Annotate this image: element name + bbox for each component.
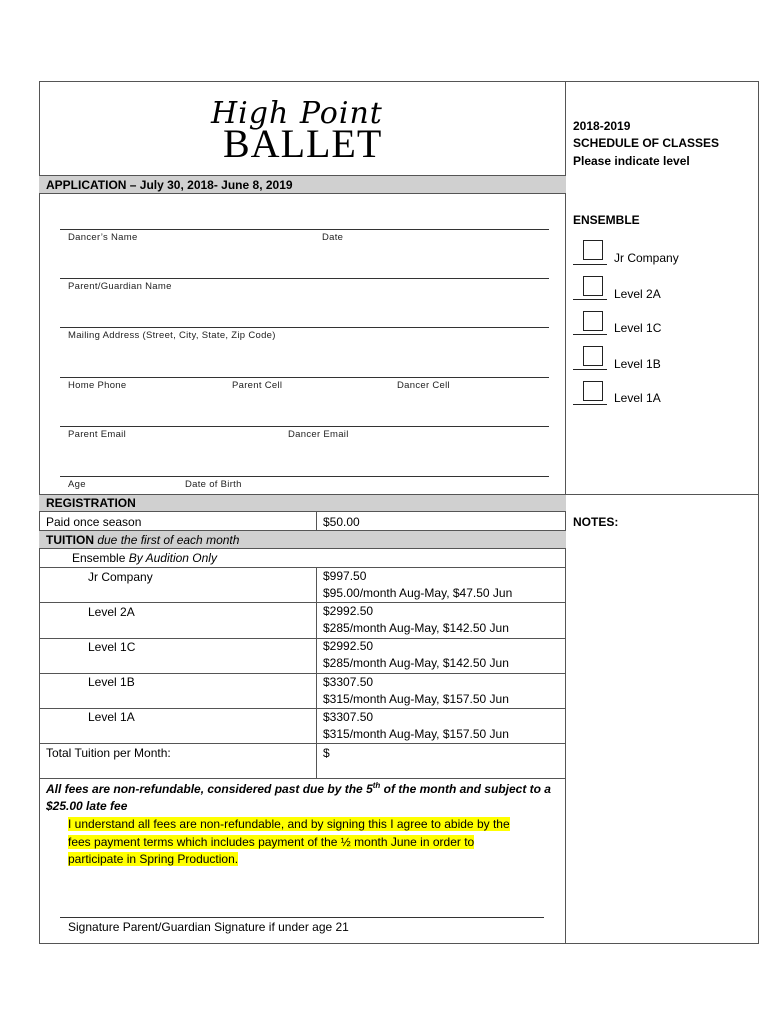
tuition-level-1a: Level 1A — [88, 710, 135, 724]
tuition-price-1c: $2992.50 — [323, 639, 374, 653]
logo-script-text: High Point — [211, 96, 383, 131]
agreement-line1: I understand all fees are non-refundable, and by signing this I agree to abide by the — [68, 817, 510, 831]
registration-header: REGISTRATION — [46, 496, 136, 510]
column-divider — [565, 81, 566, 944]
dancer-email-label: Dancer Email — [288, 429, 349, 440]
email-line[interactable] — [60, 426, 549, 427]
dancer-cell-label: Dancer Cell — [397, 380, 450, 391]
schedule-title: SCHEDULE OF CLASSES — [573, 136, 720, 150]
checkbox-level-1a[interactable] — [583, 381, 603, 401]
tuition-price-1a: $3307.50 — [323, 710, 374, 724]
tuition-price-jr-company: $997.50 — [323, 569, 367, 583]
tuition-monthly-1b: $315/month Aug-May, $157.50 Jun — [323, 692, 509, 706]
notes-divider — [565, 494, 759, 495]
ensemble-heading: ENSEMBLE — [573, 213, 640, 227]
tuition-row-divider — [39, 638, 566, 639]
checkbox-underline — [573, 404, 607, 405]
tuition-header-italic: due the first of each month — [94, 533, 240, 547]
tuition-monthly-1a: $315/month Aug-May, $157.50 Jun — [323, 727, 509, 741]
parent-email-label: Parent Email — [68, 429, 126, 440]
total-row-bottom — [39, 778, 566, 779]
fees-policy-line2: $25.00 late fee — [46, 799, 128, 813]
tuition-monthly-jr-company: $95.00/month Aug-May, $47.50 Jun — [323, 586, 513, 600]
date-label: Date — [322, 232, 344, 243]
agreement-line3: participate in Spring Production. — [68, 852, 239, 866]
registration-divider — [316, 512, 317, 531]
tuition-row-divider — [39, 602, 566, 603]
schedule-year: 2018-2019 — [573, 119, 631, 133]
fees-sup: th — [372, 781, 381, 790]
logo-ballet-text: BALLET — [223, 121, 383, 166]
tuition-monthly-1c: $285/month Aug-May, $142.50 Jun — [323, 656, 509, 670]
tuition-level-jr-company: Jr Company — [88, 570, 153, 584]
tuition-row-divider — [39, 743, 566, 744]
checkbox-jr-company[interactable] — [583, 240, 603, 260]
fees-part1: All fees are non-refundable, considered past due by the 5 — [46, 782, 373, 796]
agreement-line2: fees payment terms which includes payment of the ½ month June in order to — [68, 834, 475, 849]
level-label-1c: Level 1C — [614, 321, 662, 335]
mailing-address-line[interactable] — [60, 327, 549, 328]
total-tuition-value[interactable]: $ — [323, 746, 330, 760]
tuition-table-top — [39, 567, 566, 568]
tuition-header-bold: TUITION — [46, 533, 94, 547]
parent-name-label: Parent/Guardian Name — [68, 281, 172, 292]
checkbox-level-1c[interactable] — [583, 311, 603, 331]
ensemble-italic: By Audition Only — [128, 551, 217, 565]
checkbox-underline — [573, 299, 607, 300]
dob-label: Date of Birth — [185, 479, 242, 490]
tuition-price-1b: $3307.50 — [323, 675, 374, 689]
tuition-monthly-2a: $285/month Aug-May, $142.50 Jun — [323, 621, 509, 635]
tuition-price-2a: $2992.50 — [323, 604, 374, 618]
fees-policy-line1 — [46, 781, 551, 796]
tuition-header — [46, 533, 239, 547]
dancer-name-label: Dancer’s Name — [68, 232, 138, 243]
tuition-level-2a: Level 2A — [88, 605, 135, 619]
tuition-row-divider — [39, 673, 566, 674]
ensemble-prefix: Ensemble — [72, 551, 129, 565]
schedule-instruction: Please indicate level — [573, 154, 690, 168]
tuition-level-1b: Level 1B — [88, 675, 135, 689]
dancer-name-line[interactable] — [60, 229, 549, 230]
registration-label: Paid once season — [46, 515, 142, 529]
tuition-level-1c: Level 1C — [88, 640, 136, 654]
phone-line[interactable] — [60, 377, 549, 378]
application-header: APPLICATION – July 30, 2018- June 8, 2019 — [46, 178, 293, 192]
notes-label: NOTES: — [573, 515, 619, 529]
agreement-text — [68, 816, 510, 869]
signature-line[interactable] — [60, 917, 544, 918]
home-phone-label: Home Phone — [68, 380, 127, 391]
form-frame — [39, 81, 759, 944]
checkbox-underline — [573, 369, 607, 370]
fees-part2: of the month and subject to a — [380, 782, 551, 796]
age-line[interactable] — [60, 476, 549, 477]
level-label-1a: Level 1A — [614, 391, 661, 405]
total-tuition-label: Total Tuition per Month: — [46, 746, 171, 760]
mailing-address-label: Mailing Address (Street, City, State, Zip Code) — [68, 330, 276, 341]
parent-name-line[interactable] — [60, 278, 549, 279]
level-label-2a: Level 2A — [614, 287, 661, 301]
checkbox-level-2a[interactable] — [583, 276, 603, 296]
checkbox-level-1b[interactable] — [583, 346, 603, 366]
level-label-jr-company: Jr Company — [614, 251, 679, 265]
signature-label: Signature Parent/Guardian Signature if under age 21 — [68, 920, 349, 934]
ensemble-audition-note — [72, 551, 217, 565]
logo — [205, 96, 405, 166]
tuition-row-divider — [39, 708, 566, 709]
checkbox-underline — [573, 264, 607, 265]
age-label: Age — [68, 479, 86, 490]
parent-cell-label: Parent Cell — [232, 380, 283, 391]
checkbox-underline — [573, 334, 607, 335]
registration-amount: $50.00 — [323, 515, 360, 529]
level-label-1b: Level 1B — [614, 357, 661, 371]
